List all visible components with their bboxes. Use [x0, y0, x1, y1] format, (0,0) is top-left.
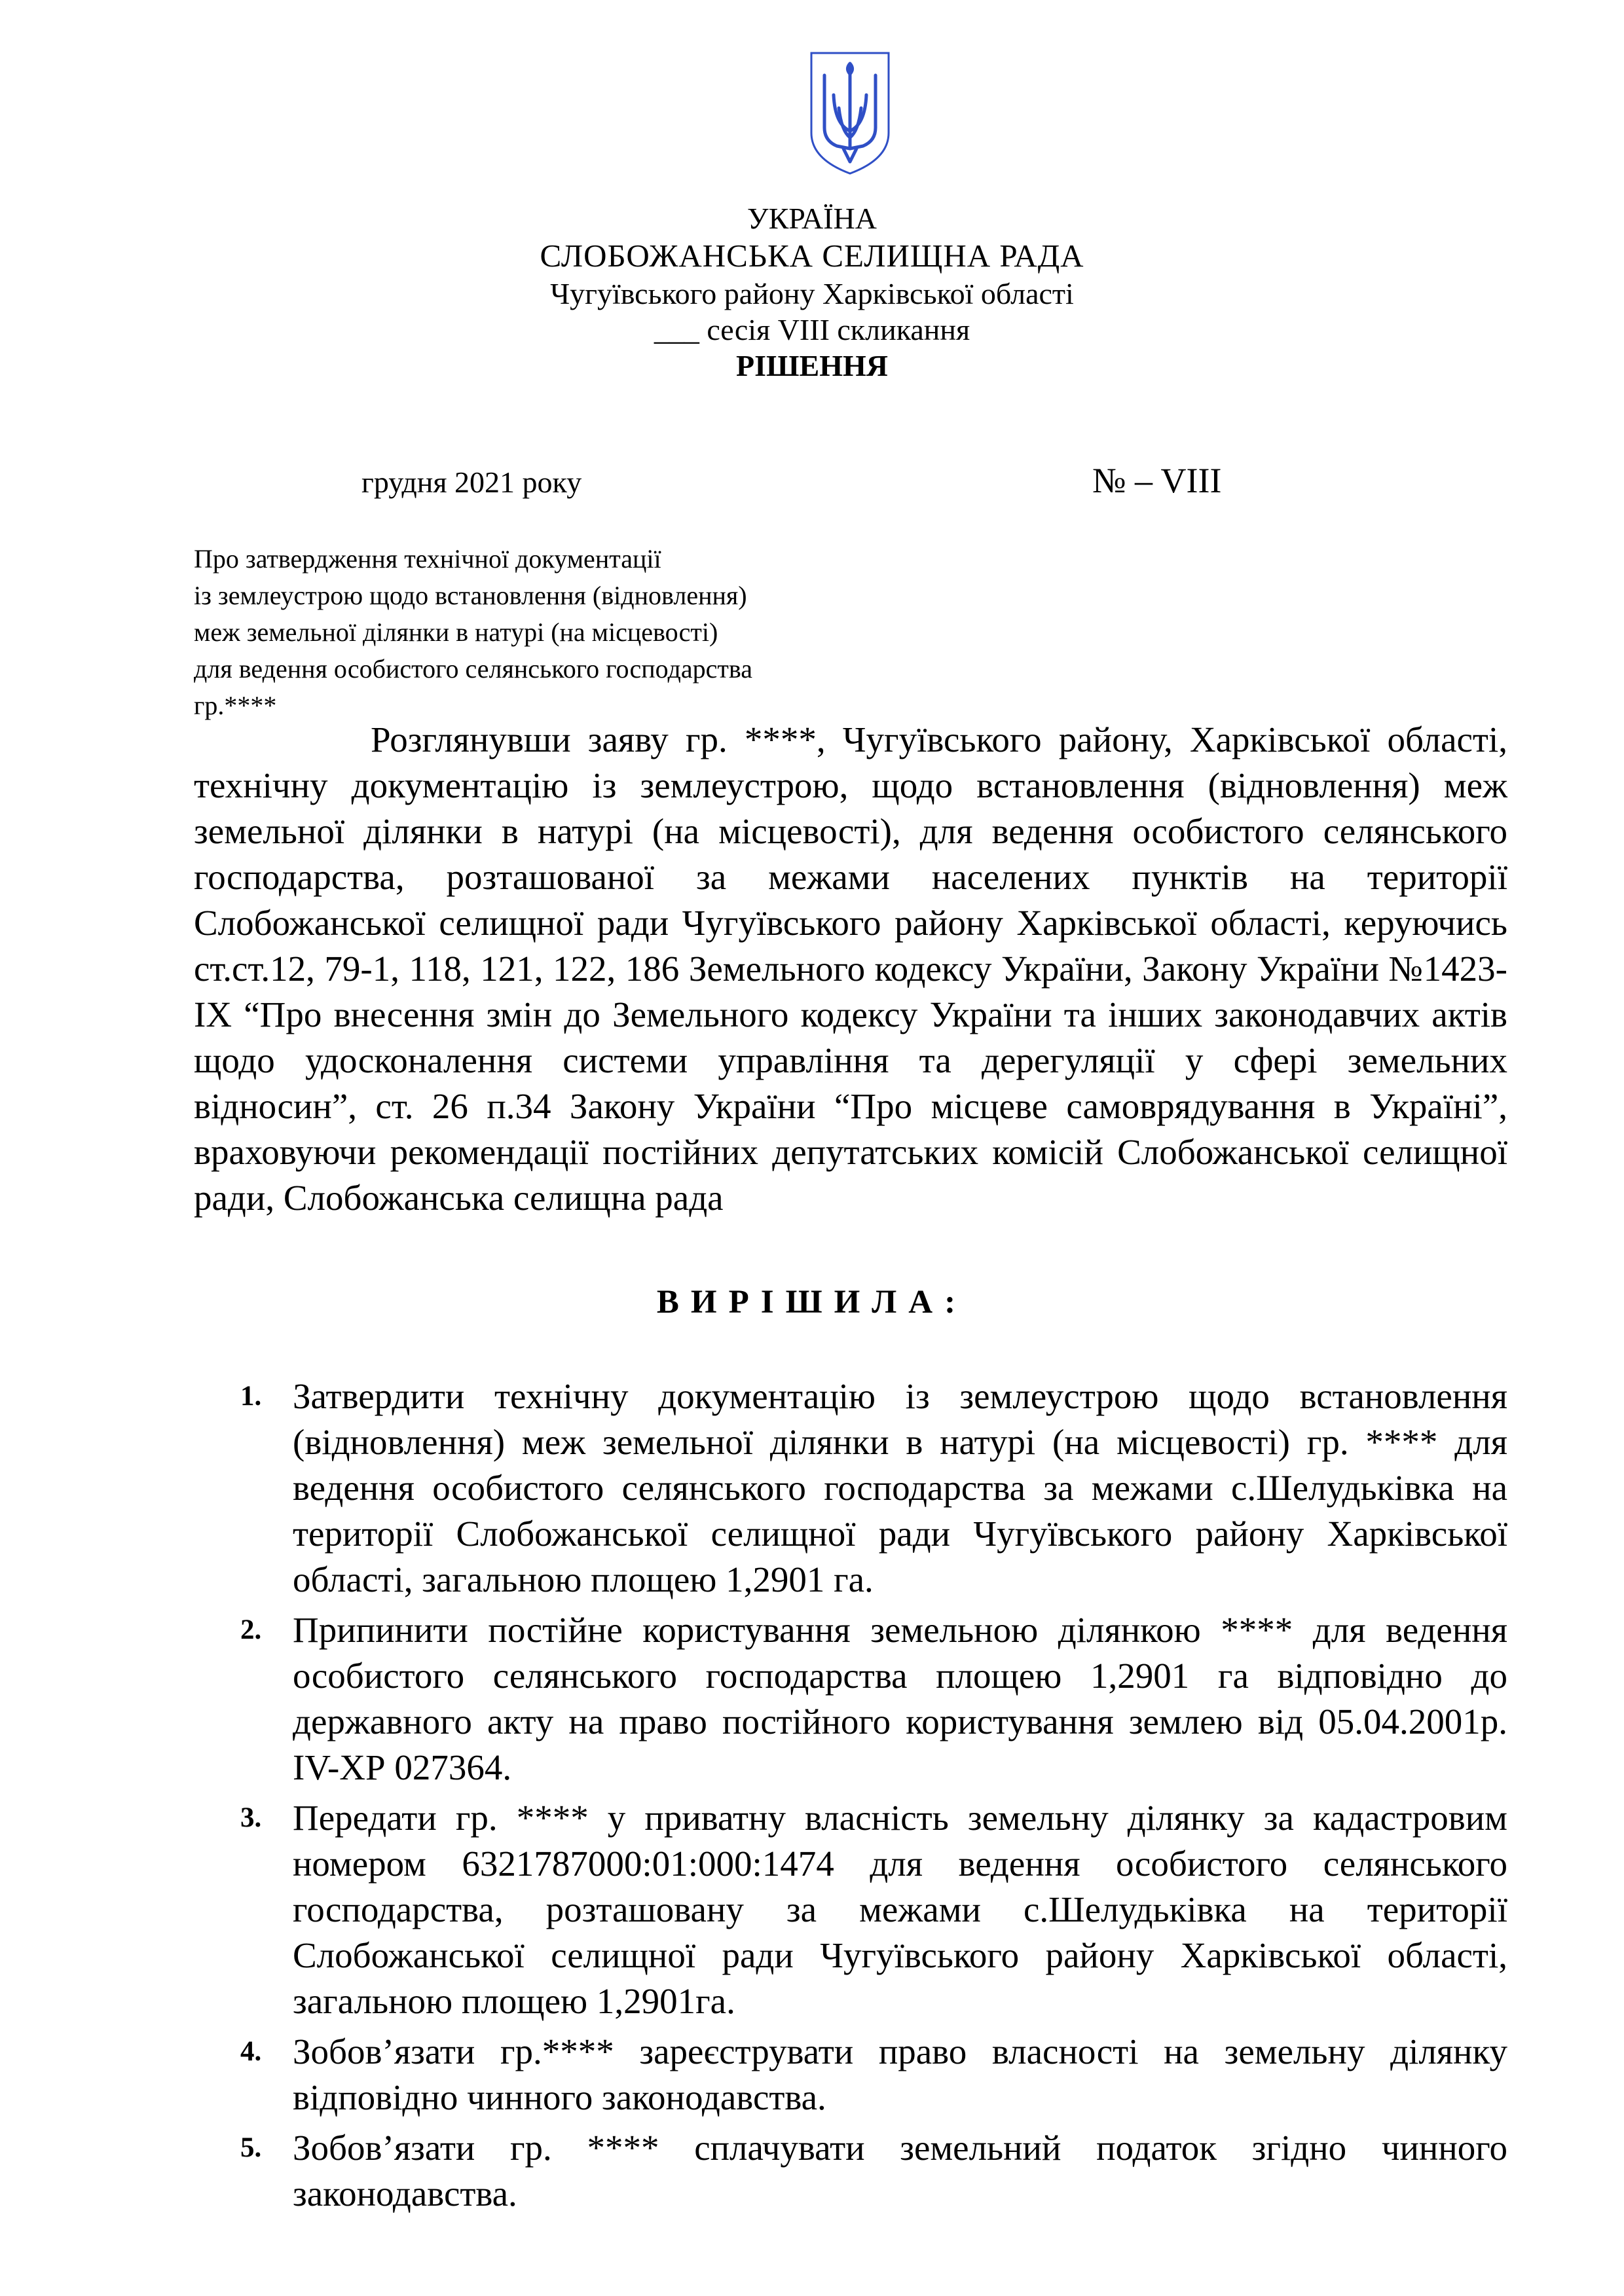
header-district: Чугуївського району Харківської області — [550, 277, 1074, 310]
decision-date: грудня 2021 року — [361, 465, 582, 499]
item-number: 5. — [240, 2132, 262, 2163]
list-item — [240, 1374, 1507, 1603]
decision-items — [0, 1374, 1507, 2221]
item-number: 1. — [240, 1381, 262, 1412]
item-number: 4. — [240, 2036, 262, 2067]
item-text: Зобов’язати гр.**** зареєструвати право власності на земельну ділянку відповідно чинного законодавства. — [293, 2032, 1507, 2117]
list-item — [240, 2029, 1507, 2121]
header-council: СЛОБОЖАНСЬКА СЕЛИЩНА РАДА — [540, 238, 1084, 274]
subject-line: гр.**** — [194, 691, 277, 720]
header-session: ___ сесія VIII скликання — [654, 313, 970, 346]
item-number: 3. — [240, 1802, 262, 1833]
subject-line: для ведення особистого селянського господарства — [194, 654, 752, 683]
list-item — [240, 2125, 1507, 2217]
item-text: Зобов’язати гр. **** сплачувати земельний податок згідно чинного законодавства. — [293, 2128, 1507, 2214]
subject-line: Про затвердження технічної документації — [194, 544, 661, 574]
item-text: Передати гр. **** у приватну власність земельну ділянку за кадастровим номером 6321787000:01:000:1474 для ведення особистого селянського господарства, розташовану за межами с.Шелудьківка на території Слобожанської селищної ради Чугуївського району Харківської області, загальною площею 1,2901га. — [293, 1798, 1507, 2021]
preamble-paragraph: Розглянувши заяву гр. ****, Чугуївського району, Харківської області, технічну документацію із землеустрою, щодо встановлення (відновлення) меж земельної ділянки в натурі (на місцевості), для ведення особистого селянського господарства, розташованої за межами населених пунктів на території Слобожанської селищної ради Чугуївського району Харківської області, керуючись ст.ст.12, 79-1, 118, 121, 122, 186 Земельного кодексу України, Закону України №1423-IX “Про внесення змін до Земельного кодексу України та інших законодавчих актів щодо удосконалення системи управління та дерегуляції у сфері земельних відносин”, ст. 26 п.34 Закону України “Про місцеве самоврядування в Україні”, враховуючи рекомендації постійних депутатських комісій Слобожанської селищної ради, Слобожанська селищна рада — [194, 720, 1507, 1218]
list-item — [240, 1607, 1507, 1791]
list-item — [240, 1795, 1507, 2024]
subject-line: із землеустрою щодо встановлення (відновлення) — [194, 581, 747, 610]
subject-line: меж земельної ділянки в натурі (на місцевості) — [194, 617, 718, 647]
header-country: УКРАЇНА — [747, 202, 877, 235]
item-text: Затвердити технічну документацію із землеустрою щодо встановлення (відновлення) меж земельної ділянки в натурі (на місцевості) гр. **** для ведення особистого селянського господарства за межами с.Шелудьківка на території Слобожанської селищної ради Чугуївського району Харківської області, загальною площею 1,2901 га. — [293, 1376, 1507, 1599]
item-number: 2. — [240, 1614, 262, 1645]
decision-number: № – VIII — [1092, 461, 1222, 500]
ukraine-trident-emblem-icon — [807, 49, 893, 177]
item-text: Припинити постійне користування земельною ділянкою **** для ведення особистого селянського господарства площею 1,2901 га відповідно до державного акту на право постійного користування землею від 05.04.2001р. IV-ХР 027364. — [293, 1610, 1507, 1787]
decision-subject — [194, 541, 752, 724]
header-doc-type: РІШЕННЯ — [736, 349, 888, 382]
decided-heading: ВИРІШИЛА: — [656, 1284, 968, 1321]
